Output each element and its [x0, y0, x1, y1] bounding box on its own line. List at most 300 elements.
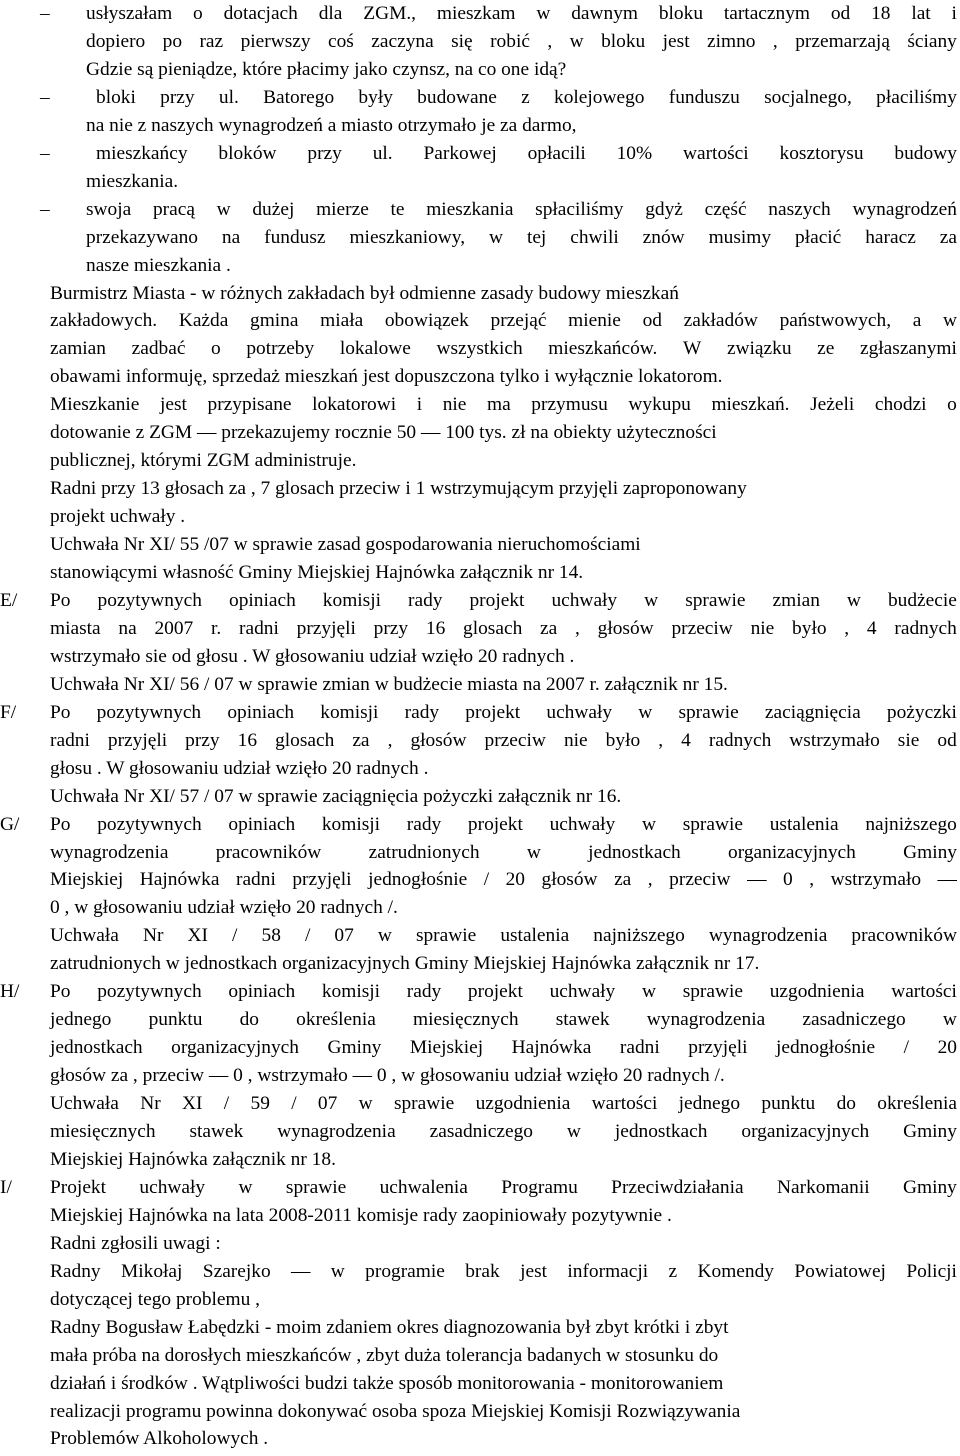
word: ,	[658, 729, 664, 751]
word: wynagrodzenia	[50, 841, 169, 863]
word: komisji	[322, 589, 381, 611]
line-text	[50, 922, 957, 950]
word: /	[291, 1093, 297, 1115]
word: ściany	[907, 30, 957, 52]
word: komisji	[321, 981, 381, 1003]
word: bloków	[218, 142, 277, 164]
word: Po	[50, 813, 71, 835]
word: z	[668, 1260, 678, 1282]
word: Parkowej	[423, 142, 497, 164]
word: brak	[465, 1260, 500, 1282]
word: miesięcznych	[50, 1121, 156, 1142]
word: chodzi	[874, 394, 927, 416]
word: przy	[160, 86, 195, 108]
text-line	[0, 783, 960, 811]
section-label: F/	[0, 701, 17, 723]
word: przeciw	[671, 617, 733, 639]
word: 2007	[154, 617, 194, 639]
text-line	[0, 1314, 960, 1342]
line-text	[96, 84, 957, 112]
word: od	[830, 3, 851, 24]
word: —	[937, 869, 957, 891]
line-text: 0 , w głosowaniu udział wzięło 20 radnych /.	[50, 897, 398, 919]
word: w	[641, 813, 656, 835]
word: Komendy	[697, 1260, 774, 1282]
word: dla	[318, 3, 343, 24]
word: pozytywnych	[97, 813, 202, 835]
word: uchwały	[546, 701, 613, 723]
word: ,	[387, 729, 393, 751]
line-text	[86, 28, 957, 56]
word: ustalenia	[769, 813, 839, 835]
word: Uchwała	[50, 1093, 119, 1115]
line-text	[50, 699, 957, 727]
word: 59	[250, 1093, 270, 1115]
word: usłyszałam	[86, 3, 173, 24]
word: mieszkam	[436, 3, 516, 24]
word: wynagrodzenia	[646, 1009, 766, 1031]
line-text	[50, 727, 957, 755]
word: Batorego	[263, 86, 335, 108]
word: —	[291, 1260, 311, 1282]
word: Narkomanii	[777, 1176, 870, 1198]
word: jest	[520, 1260, 548, 1282]
word: obowiązek	[384, 310, 469, 332]
line-text: publicznej, którymi ZGM administruje.	[50, 450, 357, 472]
word: o	[193, 3, 203, 24]
word: po	[162, 30, 183, 52]
word: lokalowe	[339, 338, 411, 360]
word: w	[489, 226, 504, 248]
word: projekt	[467, 813, 523, 835]
word: tartacznym	[723, 3, 810, 24]
word: od	[937, 729, 957, 751]
word: radni	[619, 1037, 660, 1059]
word: sprawie	[685, 589, 746, 611]
word: budowy	[894, 142, 957, 164]
word: Nr	[140, 1093, 161, 1115]
word: przyjęli	[296, 617, 356, 639]
word: do	[239, 1009, 259, 1031]
word: Mieszkanie	[50, 394, 140, 416]
word: jednostkach	[50, 1037, 143, 1059]
word: jest	[662, 30, 690, 52]
word: Po	[50, 981, 71, 1003]
word: jednostkach	[614, 1121, 708, 1142]
word: przyjęli	[292, 869, 352, 891]
word: najniższego	[865, 813, 957, 835]
text-line	[0, 978, 960, 1006]
word: zaczyna	[371, 30, 434, 52]
word: za	[352, 729, 370, 751]
word: organizacyjnych	[741, 1121, 870, 1142]
line-text	[50, 335, 957, 363]
word: spłaciliśmy	[535, 198, 624, 220]
text-line	[0, 922, 960, 950]
word: punktu	[761, 1093, 816, 1115]
text-line	[0, 727, 960, 755]
word: uzgodnienia	[769, 981, 865, 1003]
word: wynagrodzeń	[852, 198, 957, 220]
word: XI	[187, 925, 208, 947]
word: w	[238, 1176, 253, 1198]
text-line	[0, 140, 960, 168]
word: komisji	[321, 813, 381, 835]
word: zgłaszanymi	[859, 338, 957, 360]
word: 16	[425, 617, 446, 639]
line-text	[50, 839, 957, 867]
text-line	[0, 1425, 960, 1453]
word: kosztorysu	[779, 142, 864, 164]
word: musimy	[708, 226, 772, 248]
text-line	[0, 28, 960, 56]
word: wstrzymało	[789, 729, 880, 751]
word: pozytywnych	[97, 589, 202, 611]
word: Po	[50, 589, 71, 611]
line-text: na nie z naszych wynagrodzeń a miasto otrzymało je za darmo,	[86, 114, 577, 136]
word: przyjęli	[688, 1037, 748, 1059]
word: mieszkaniowy,	[349, 226, 466, 248]
word: pozytywnych	[96, 701, 202, 723]
word: radnych	[894, 617, 957, 639]
word: potrzeby	[246, 338, 315, 360]
word: o	[211, 338, 221, 360]
word: o	[947, 394, 957, 416]
text-line	[0, 811, 960, 839]
line-text: Radni przy 13 głosach za , 7 glosach przeciw i 1 wstrzymującym przyjęli zaproponowany	[50, 478, 747, 500]
word: Programu	[501, 1176, 578, 1198]
line-text: stanowiącymi własność Gminy Miejskiej Hajnówka załącznik nr 14.	[50, 562, 584, 583]
line-text: działań i środków . Wątpliwości budzi także sposób monitorowania - monitorowaniem	[50, 1372, 724, 1394]
word: Po	[50, 701, 71, 723]
word: w	[942, 1009, 957, 1031]
word: swoja	[86, 198, 132, 220]
word: mieszkańców.	[548, 338, 658, 360]
line-text: projekt uchwały .	[50, 506, 186, 528]
word: przymusu	[531, 394, 608, 416]
word: Gminy	[903, 1121, 957, 1142]
word: było	[605, 729, 641, 751]
line-text	[50, 1258, 957, 1286]
word: Nr	[142, 925, 164, 947]
word: Hajnówka	[511, 1037, 592, 1059]
word: i	[951, 3, 957, 24]
word: /	[223, 1093, 230, 1115]
line-text	[50, 978, 957, 1006]
line-text	[50, 391, 957, 419]
word: jednogłośnie	[776, 1037, 876, 1059]
text-line	[0, 1286, 960, 1314]
word: bloku	[601, 30, 646, 52]
line-text	[50, 615, 957, 643]
word: nie	[563, 729, 588, 751]
word: naszych	[768, 198, 831, 220]
word: bloki	[96, 86, 136, 108]
word: uzgodnienia	[475, 1093, 571, 1115]
word: 07	[317, 1093, 338, 1115]
word: przemarzają	[795, 30, 890, 52]
word: bloku	[658, 3, 704, 24]
text-line	[0, 866, 960, 894]
word: te	[390, 198, 405, 220]
text-line	[0, 1146, 960, 1174]
word: Powiatowej	[794, 1260, 886, 1282]
word: przy	[373, 617, 409, 639]
word: Szarejko	[202, 1260, 271, 1282]
word: pożyczki	[886, 701, 957, 723]
word: sie	[897, 729, 920, 751]
line-text	[50, 1174, 957, 1202]
word: gmina	[250, 310, 299, 332]
word: dotacjach	[223, 3, 298, 24]
word: /	[232, 925, 238, 947]
word: raz	[199, 30, 224, 52]
text-line	[0, 587, 960, 615]
word: ,	[575, 617, 580, 639]
word: za	[614, 869, 632, 891]
line-text: Problemów Alkoholowych .	[50, 1428, 269, 1450]
word: Uchwała	[50, 925, 119, 947]
word: uchwały	[549, 981, 616, 1003]
word: wynagrodzenia	[277, 1121, 396, 1142]
text-line	[0, 950, 960, 978]
word: haracz	[865, 226, 916, 248]
word: wartości	[682, 142, 749, 164]
text-line	[0, 1398, 960, 1426]
list-dash: –	[40, 198, 50, 220]
word: funduszu	[668, 86, 740, 108]
section-label: H/	[0, 981, 20, 1003]
text-line	[0, 615, 960, 643]
text-line	[0, 755, 960, 783]
section-label: E/	[0, 589, 18, 611]
word: miasta	[50, 617, 101, 639]
word: 16	[237, 729, 258, 751]
line-text	[50, 1034, 957, 1062]
word: głosów	[541, 869, 598, 891]
word: 4	[681, 729, 691, 751]
word: głosów	[597, 617, 654, 639]
text-line	[0, 894, 960, 922]
line-text: mieszkania.	[86, 170, 179, 192]
word: pierwszy	[240, 30, 311, 52]
line-text: zatrudnionych w jednostkach organizacyjnych Gminy Miejskiej Hajnówka załącznik nr 17.	[50, 953, 760, 975]
word: w	[638, 701, 653, 723]
line-text: Burmistrz Miasta - w różnych zakładach był odmienne zasady budowy mieszkań	[50, 282, 679, 304]
line-text: głosu . W głosowaniu udział wzięło 20 radnych .	[50, 757, 429, 779]
word: w	[569, 30, 584, 52]
line-text	[96, 140, 957, 168]
text-line	[0, 643, 960, 671]
list-dash: –	[40, 142, 50, 164]
text-line	[0, 1062, 960, 1090]
line-text: realizacji programu powinna dokonywać osoba spoza Miejskiej Komisji Rozwiązywania	[50, 1400, 741, 1422]
word: W	[683, 338, 702, 360]
text-line	[0, 56, 960, 84]
word: ustalenia	[500, 925, 570, 947]
text-line	[0, 503, 960, 531]
word: zasadniczego	[802, 1009, 906, 1031]
word: w	[216, 198, 231, 220]
word: radni	[239, 617, 279, 639]
word: 58	[261, 925, 281, 947]
word: związku	[726, 338, 792, 360]
word: miesięcznych	[413, 1009, 519, 1031]
line-text	[86, 0, 957, 28]
line-text	[50, 307, 957, 335]
word: nie	[750, 617, 775, 639]
word: ZGM.,	[363, 3, 417, 24]
line-text: Gdzie są pieniądze, które płacimy jako czynsz, na co one idą?	[86, 58, 567, 80]
line-text: Miejskiej Hajnówka załącznik nr 18.	[50, 1148, 336, 1170]
line-text	[86, 196, 957, 224]
word: kolejowego	[554, 86, 645, 108]
word: mierze	[316, 198, 369, 220]
word: dawnym	[571, 3, 638, 24]
word: —	[747, 869, 767, 891]
word: za	[939, 226, 957, 248]
list-dash: –	[40, 86, 50, 108]
word: r.	[211, 617, 222, 639]
text-line	[0, 307, 960, 335]
word: dużej	[252, 198, 295, 220]
word: 18	[871, 3, 891, 24]
word: jednego	[50, 1009, 112, 1031]
word: sprawie	[682, 981, 743, 1003]
word: Hajnówka	[139, 869, 220, 891]
word: w	[526, 841, 541, 863]
line-text: Radny Bogusław Łabędzki - moim zdaniem okres diagnozowania był zbyt krótki i zbyt	[50, 1316, 729, 1338]
text-line	[0, 1202, 960, 1230]
word: Miejskiej	[50, 869, 124, 891]
word: w	[377, 925, 392, 947]
text-line	[0, 447, 960, 475]
word: przy	[185, 729, 220, 751]
word: w	[641, 981, 656, 1003]
word: do	[836, 1093, 856, 1115]
word: /	[483, 869, 490, 891]
text-line	[0, 1090, 960, 1118]
word: budżecie	[887, 589, 957, 611]
text-line	[0, 1230, 960, 1258]
word: uchwały	[551, 589, 618, 611]
word: się	[451, 30, 473, 52]
line-text: obawami informuję, sprzedaż mieszkań jest dopuszczona tylko i wyłącznie lokatorom.	[50, 366, 723, 388]
word: Gminy	[903, 841, 957, 863]
text-line	[0, 531, 960, 559]
line-text: Miejskiej Hajnówka na lata 2008-2011 komisje rady zaopiniowały pozytywnie .	[50, 1204, 672, 1226]
line-text: Radni zgłosili uwagi :	[50, 1232, 221, 1254]
word: opiniach	[228, 813, 296, 835]
word: ,	[809, 869, 815, 891]
word: Gminy	[327, 1037, 382, 1059]
word: pracą	[152, 198, 195, 220]
word: 0	[782, 869, 793, 891]
word: a	[912, 310, 922, 332]
word: wszystkich	[436, 338, 523, 360]
word: w	[846, 589, 861, 611]
word: XI	[182, 1093, 203, 1115]
list-dash: –	[40, 3, 50, 24]
word: przeciw	[484, 729, 546, 751]
word: przekazywano	[86, 226, 198, 248]
word: lokatorowi	[312, 394, 397, 416]
word: były	[358, 86, 393, 108]
word: mieszkań.	[711, 394, 790, 416]
line-text: dotowanie z ZGM — przekazujemy rocznie 50 — 100 tys. zł na obiekty użyteczności	[50, 422, 717, 444]
word: radni	[235, 869, 276, 891]
text-line	[0, 196, 960, 224]
word: od	[642, 310, 662, 332]
word: Projekt	[50, 1176, 107, 1198]
word: /	[903, 1037, 910, 1059]
section-label: G/	[0, 813, 20, 835]
word: ,	[772, 30, 778, 52]
word: 07	[334, 925, 354, 947]
word: sprawie	[678, 701, 739, 723]
word: zamian	[50, 338, 106, 360]
word: ul.	[372, 142, 393, 164]
word: sprawie	[415, 925, 477, 947]
line-text	[50, 866, 957, 894]
word: w	[566, 1121, 581, 1142]
word: przeciw	[669, 869, 731, 891]
word: przypisane	[207, 394, 292, 416]
word: Radny	[50, 1260, 101, 1282]
word: było	[792, 617, 827, 639]
line-text	[50, 811, 957, 839]
word: w	[330, 1260, 345, 1282]
word: przejąć	[490, 310, 547, 332]
word: projekt	[467, 981, 523, 1003]
text-line	[0, 224, 960, 252]
word: na	[221, 226, 241, 248]
word: jednogłośnie	[368, 869, 468, 891]
line-text: Uchwała Nr XI/ 56 / 07 w sprawie zmian w budżecie miasta na 2007 r. załącznik nr 15.	[50, 673, 728, 695]
word: wynagrodzenia	[708, 925, 828, 947]
word: jednostkach	[588, 841, 681, 863]
text-line	[0, 1174, 960, 1202]
word: zimno	[707, 30, 756, 52]
word: zatrudnionych	[368, 841, 480, 863]
word: rady	[406, 981, 442, 1003]
word: w	[644, 589, 659, 611]
text-line	[0, 112, 960, 140]
word: projekt	[465, 701, 521, 723]
word: przyjęli	[107, 729, 168, 751]
word: miała	[320, 310, 364, 332]
word: sprawie	[393, 1093, 455, 1115]
word: i	[416, 394, 423, 416]
word: opiniach	[227, 701, 295, 723]
word: ,	[647, 869, 653, 891]
word: rady	[406, 813, 442, 835]
word: robić	[490, 30, 530, 52]
word: komisji	[320, 701, 379, 723]
word: państwowych,	[779, 310, 892, 332]
word: radnych	[708, 729, 772, 751]
line-text: mała próba na dorosłych mieszkańców , zbyt duża tolerancja badanych w stosunku do	[50, 1344, 719, 1366]
text-line	[0, 1258, 960, 1286]
word: Przeciwdziałania	[611, 1176, 744, 1198]
word: ul.	[218, 86, 239, 108]
text-line	[0, 335, 960, 363]
text-line	[0, 559, 960, 587]
word: fundusz	[264, 226, 326, 248]
word: punktu	[148, 1009, 203, 1031]
word: rady	[408, 589, 443, 611]
text-line	[0, 0, 960, 28]
